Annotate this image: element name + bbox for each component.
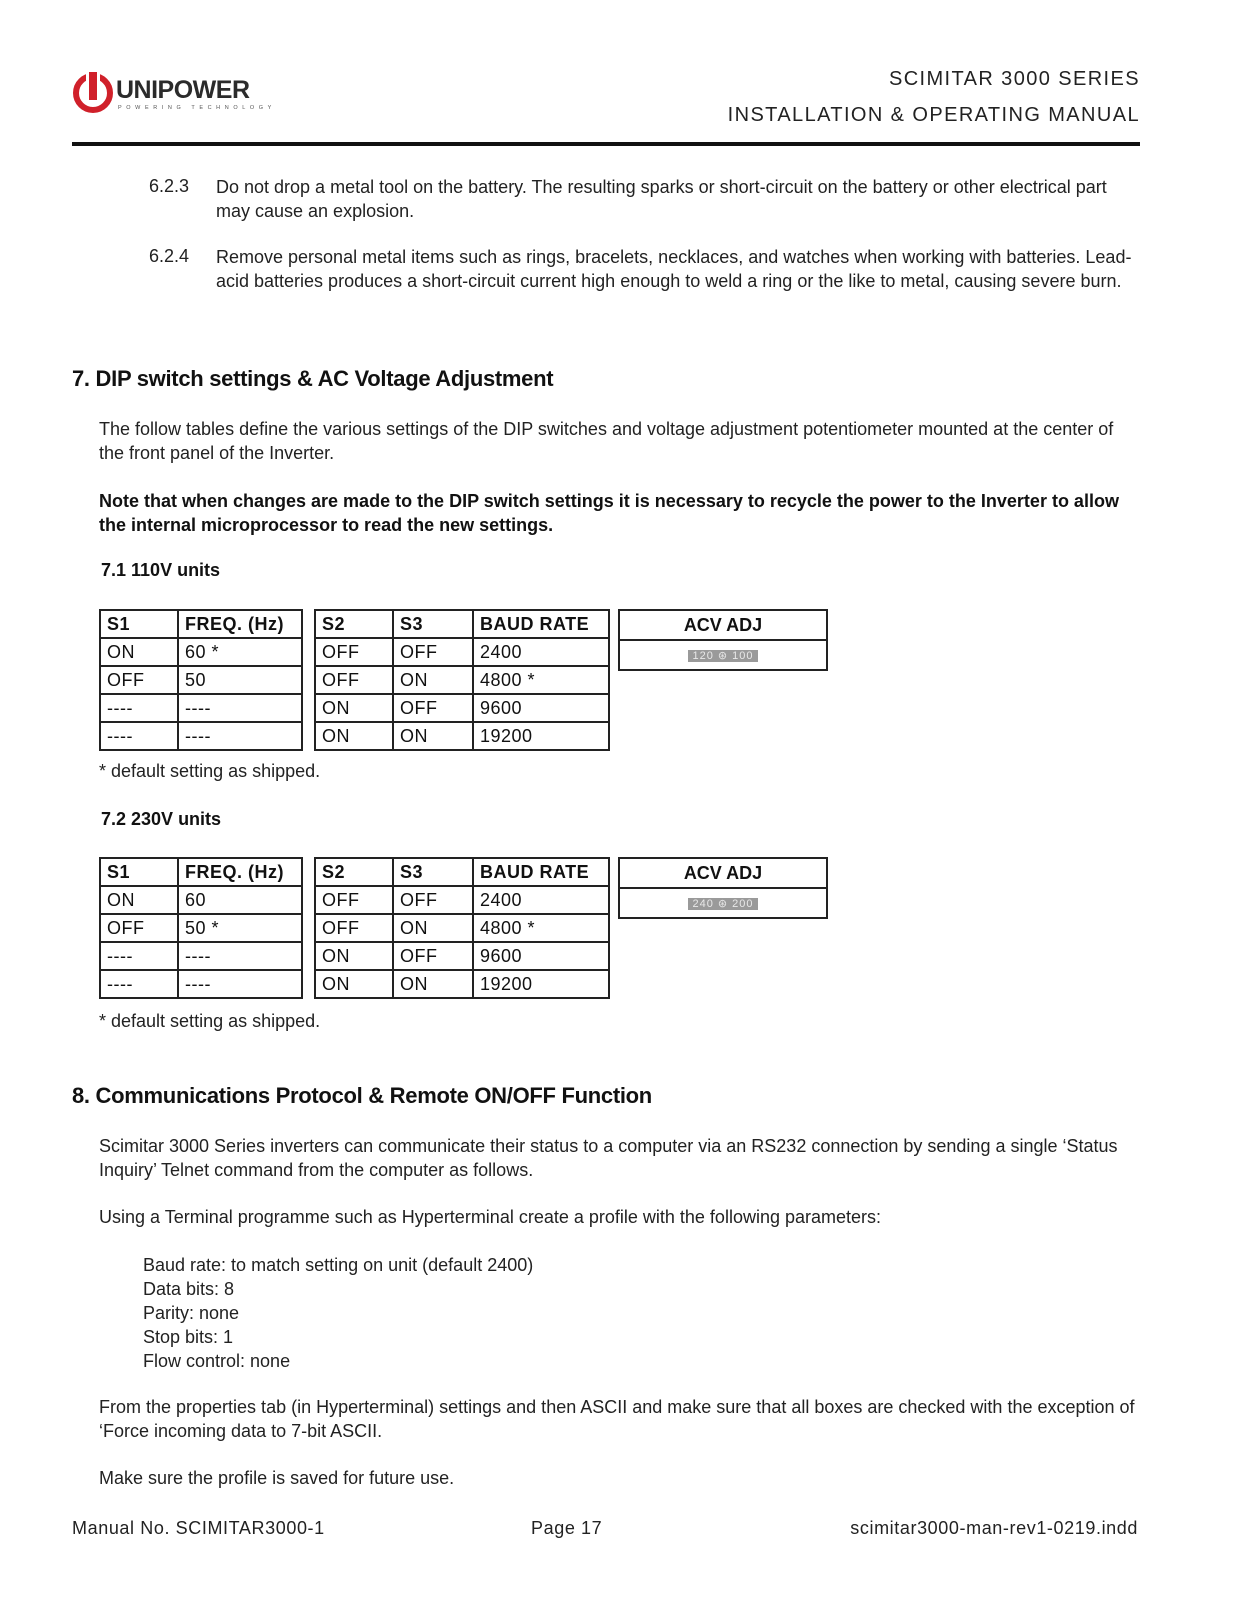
- item-number: 6.2.3: [149, 176, 190, 196]
- acv-pot-cell: [619, 888, 827, 918]
- item-number: 6.2.4: [149, 246, 190, 266]
- table-cell: OFF: [100, 914, 178, 942]
- table-cell: ----: [178, 722, 302, 750]
- footer-page-number: Page 17: [531, 1518, 603, 1538]
- table-cell: ON: [393, 970, 473, 998]
- table-cell: 19200: [473, 970, 609, 998]
- header-manual-title: INSTALLATION & OPERATING MANUAL: [727, 104, 1140, 126]
- section-7-note: Note that when changes are made to the DIP switch settings it is necessary to recycle the power to the Inverter to allow the internal microprocessor to read the new settings.: [99, 491, 1119, 535]
- potentiometer-icon: ⊛: [717, 649, 729, 662]
- footnote: * default setting as shipped.: [99, 761, 321, 781]
- table-cell: ON: [315, 694, 393, 722]
- table-header: BAUD RATE: [473, 610, 609, 638]
- table-cell: 60: [178, 886, 302, 914]
- footnote: * default setting as shipped.: [99, 1011, 321, 1031]
- table-cell: OFF: [315, 886, 393, 914]
- table-cell: OFF: [315, 914, 393, 942]
- table-cell: OFF: [393, 694, 473, 722]
- subsection-230v-heading: 7.2 230V units: [101, 809, 222, 829]
- dip-table-s1: [99, 857, 303, 999]
- acv-left-value: 120: [692, 649, 714, 662]
- table-cell: OFF: [315, 638, 393, 666]
- table-header: FREQ. (Hz): [178, 610, 302, 638]
- table-cell: OFF: [315, 666, 393, 694]
- potentiometer-graphic: [688, 650, 757, 662]
- footer-manual-number: Manual No. SCIMITAR3000-1: [72, 1518, 325, 1538]
- item-text: Do not drop a metal tool on the battery. The resulting sparks or short-circuit on the battery or other electrical part may cause an explosion.: [216, 177, 1107, 221]
- table-cell: ON: [315, 722, 393, 750]
- header-series: SCIMITAR 3000 SERIES: [888, 68, 1140, 90]
- table-cell: 4800 *: [473, 666, 609, 694]
- header-rule: [72, 142, 1140, 146]
- table-cell: ----: [178, 970, 302, 998]
- list-item: Data bits: 8: [143, 1279, 235, 1299]
- section-8-title: 8. Communications Protocol & Remote ON/OFF Function: [72, 1083, 652, 1108]
- list-item: Baud rate: to match setting on unit (default 2400): [143, 1255, 534, 1275]
- list-item: Parity: none: [143, 1303, 240, 1323]
- item-text: Remove personal metal items such as rings, bracelets, necklaces, and watches when working with batteries. Lead-acid batteries produces a short-circuit current high enough to weld a ring or the like to metal, causing severe burn.: [216, 247, 1132, 291]
- logo-tagline: POWERING TECHNOLOGY: [118, 105, 276, 111]
- table-cell: 2400: [473, 638, 609, 666]
- section-7-intro: The follow tables define the various settings of the DIP switches and voltage adjustment potentiometer mounted at the center of the front panel of the Inverter.: [99, 419, 1114, 463]
- dip-table-s1: [99, 609, 303, 751]
- table-cell: ON: [393, 722, 473, 750]
- table-cell: ----: [178, 942, 302, 970]
- table-header: FREQ. (Hz): [178, 858, 302, 886]
- table-header: S1: [100, 610, 178, 638]
- acv-left-value: 240: [692, 897, 714, 910]
- table-cell: 9600: [473, 942, 609, 970]
- table-cell: OFF: [393, 942, 473, 970]
- table-cell: ON: [393, 666, 473, 694]
- subsection-110v-heading: 7.1 110V units: [101, 560, 221, 580]
- table-cell: ----: [100, 694, 178, 722]
- footer-filename: scimitar3000-man-rev1-0219.indd: [850, 1518, 1138, 1538]
- acv-header: ACV ADJ: [619, 858, 827, 888]
- table-header: S1: [100, 858, 178, 886]
- table-cell: ON: [100, 886, 178, 914]
- table-cell: 2400: [473, 886, 609, 914]
- table-header: S3: [393, 858, 473, 886]
- table-cell: 60 *: [178, 638, 302, 666]
- section-8-p2: Using a Terminal programme such as Hyperterminal create a profile with the following parameters:: [99, 1207, 882, 1227]
- table-header: S2: [315, 858, 393, 886]
- acv-right-value: 100: [732, 649, 754, 662]
- unipower-logo: [72, 72, 276, 118]
- potentiometer-graphic: [688, 898, 757, 910]
- table-cell: OFF: [100, 666, 178, 694]
- section-7-title: 7. DIP switch settings & AC Voltage Adjustment: [72, 366, 554, 391]
- terminal-parameters-list: [143, 1253, 533, 1373]
- list-item: Flow control: none: [143, 1351, 291, 1371]
- logo-wordmark: UNIPOWER: [116, 76, 250, 104]
- table-cell: 19200: [473, 722, 609, 750]
- table-cell: ----: [100, 722, 178, 750]
- acv-header: ACV ADJ: [619, 610, 827, 640]
- table-cell: ON: [100, 638, 178, 666]
- logo-mark-icon: [72, 72, 114, 114]
- table-header: S3: [393, 610, 473, 638]
- acv-adj-table: [618, 857, 828, 919]
- table-cell: 9600: [473, 694, 609, 722]
- table-cell: OFF: [393, 638, 473, 666]
- table-cell: ----: [100, 970, 178, 998]
- table-cell: OFF: [393, 886, 473, 914]
- table-cell: 50: [178, 666, 302, 694]
- table-cell: ON: [315, 942, 393, 970]
- dip-table-s2-s3: [314, 609, 610, 751]
- table-cell: 4800 *: [473, 914, 609, 942]
- table-cell: ----: [178, 694, 302, 722]
- table-header: BAUD RATE: [473, 858, 609, 886]
- potentiometer-icon: ⊛: [717, 897, 729, 910]
- table-cell: ON: [315, 970, 393, 998]
- section-8-p1: Scimitar 3000 Series inverters can communicate their status to a computer via an RS232 connection by sending a single ‘Status Inquiry’ Telnet command from the computer as follows.: [99, 1136, 1118, 1180]
- table-cell: 50 *: [178, 914, 302, 942]
- list-item: Stop bits: 1: [143, 1327, 234, 1347]
- acv-pot-cell: [619, 640, 827, 670]
- section-8-p4: Make sure the profile is saved for future use.: [99, 1468, 455, 1488]
- section-8-p3: From the properties tab (in Hyperterminal) settings and then ASCII and make sure that all boxes are checked with the exception of ‘Force incoming data to 7-bit ASCII.: [99, 1397, 1135, 1441]
- dip-table-s2-s3: [314, 857, 610, 999]
- acv-right-value: 200: [732, 897, 754, 910]
- table-cell: ON: [393, 914, 473, 942]
- table-header: S2: [315, 610, 393, 638]
- acv-adj-table: [618, 609, 828, 671]
- table-cell: ----: [100, 942, 178, 970]
